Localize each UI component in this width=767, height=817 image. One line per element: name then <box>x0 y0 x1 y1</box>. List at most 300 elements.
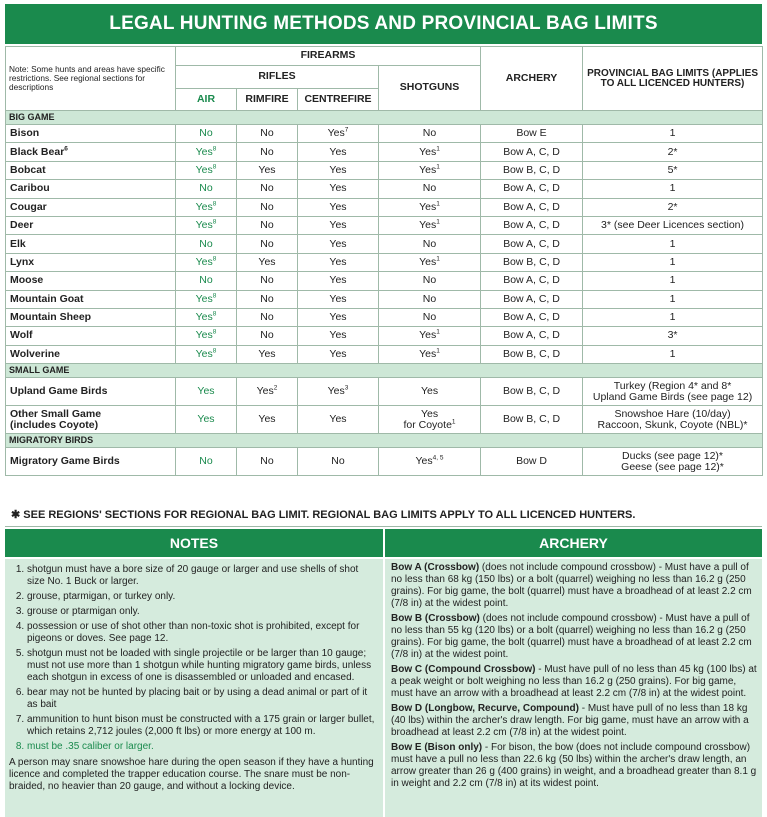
rimfire-cell <box>237 272 298 290</box>
species-name <box>6 253 176 271</box>
archery-cell-text: Bow A, C, D <box>503 274 560 287</box>
centrefire-cell-footnote: 7 <box>344 126 349 134</box>
table-row <box>6 290 763 308</box>
air-cell-footnote: 8 <box>212 255 217 263</box>
species-name <box>6 308 176 326</box>
header-centrefire: CENTREFIRE <box>298 89 379 111</box>
species-name <box>6 448 176 476</box>
air-cell-text: Yes <box>195 347 213 360</box>
species-name-text: Black Bear <box>10 145 65 158</box>
rimfire-cell <box>237 198 298 216</box>
archery-cell-text: Bow B, C, D <box>502 163 561 176</box>
notes-list <box>9 564 375 753</box>
centrefire-cell-text: Yes <box>329 145 347 158</box>
centrefire-cell <box>298 216 379 234</box>
shotgun-cell <box>379 272 481 290</box>
header-air: AIR <box>176 89 237 111</box>
bag-limit-cell-text: 2* <box>667 145 678 158</box>
species-name <box>6 161 176 179</box>
centrefire-cell-text: Yes <box>329 413 347 426</box>
archery-item-label: Bow B (Crossbow) <box>391 613 480 624</box>
archery-cell <box>481 198 583 216</box>
rimfire-cell <box>237 327 298 345</box>
centrefire-cell-footnote: 3 <box>344 384 349 392</box>
air-cell <box>176 143 237 161</box>
archery-item-text: - Must have pull of no less than 45 kg (100 lbs) at a peak weight or bolt weighing no less than 16.2 g (250 grains). For big game, must have an arrow with a broadhead at least 2.2 cm (7/8 in) at the widest point. <box>391 664 757 699</box>
bag-limit-cell <box>583 198 763 216</box>
rimfire-cell-text: No <box>260 311 274 324</box>
species-name-text: Cougar <box>10 200 47 213</box>
bag-limit-cell-line1: Ducks (see page 12)* <box>622 449 724 462</box>
species-name-text: Bison <box>10 127 40 140</box>
archery-cell <box>481 216 583 234</box>
shotgun-cell <box>379 216 481 234</box>
archery-item-label: Bow A (Crossbow) <box>391 562 480 573</box>
rimfire-cell <box>237 345 298 363</box>
rimfire-cell-text: Yes <box>256 385 274 398</box>
air-cell <box>176 180 237 198</box>
species-name-text: Deer <box>10 219 34 232</box>
shotgun-cell-text: No <box>422 292 437 305</box>
shotgun-cell-text: Yes <box>419 255 437 268</box>
bag-limit-cell-line1: Snowshoe Hare (10/day) <box>614 407 731 420</box>
table-row <box>6 406 763 434</box>
rimfire-cell-text: No <box>260 455 274 468</box>
air-cell-text: Yes <box>197 385 215 398</box>
shotgun-cell <box>379 378 481 406</box>
archery-cell-text: Bow B, C, D <box>502 347 561 360</box>
archery-cell <box>481 327 583 345</box>
bag-limit-cell <box>583 406 763 434</box>
rimfire-cell <box>237 290 298 308</box>
header-rifles: RIFLES <box>176 66 379 89</box>
shotgun-cell <box>379 290 481 308</box>
shotgun-cell-line1: Yes <box>420 407 439 420</box>
rimfire-cell-text: No <box>260 292 274 305</box>
air-cell <box>176 448 237 476</box>
air-cell <box>176 345 237 363</box>
air-cell <box>176 290 237 308</box>
species-name <box>6 327 176 345</box>
species-name-text: Caribou <box>10 182 50 195</box>
bag-limit-cell-text: 5* <box>667 163 678 176</box>
species-name-text: Mountain Sheep <box>10 311 92 324</box>
archery-cell <box>481 378 583 406</box>
species-name <box>6 345 176 363</box>
centrefire-cell <box>298 253 379 271</box>
air-cell-text: Yes <box>195 200 213 213</box>
table-row <box>6 180 763 198</box>
archery-cell-text: Bow A, C, D <box>503 292 560 305</box>
bag-limit-cell <box>583 180 763 198</box>
air-cell-text: No <box>199 182 213 195</box>
air-cell-footnote: 8 <box>212 310 217 318</box>
bag-limit-cell-line1: Turkey (Region 4* and 8* <box>613 379 732 392</box>
section-big-game-label: BIG GAME <box>6 111 763 125</box>
header-archery: ARCHERY <box>481 47 583 111</box>
centrefire-cell <box>298 125 379 143</box>
bag-limit-cell <box>583 161 763 179</box>
bag-limit-cell-text: 1 <box>669 311 676 324</box>
archery-item-text: - For bison, the bow (does not include compound crossbow) must have a pull no less than 22.6 kg (50 lbs) within the archer's draw length, an arrow greater than 26 g (400 grains) in weight, and a broadhead greater than 8.1 g in weight and 2.2 cm (7/8 in) at its widest point. <box>391 742 757 789</box>
section-small-game <box>6 364 763 378</box>
bag-limit-cell-line2: Raccoon, Skunk, Coyote (NBL)* <box>597 418 748 431</box>
note-item: 2. grouse, ptarmigan, or turkey only. <box>27 591 375 603</box>
shotgun-cell-footnote: 4, 5 <box>432 454 444 462</box>
species-name <box>6 180 176 198</box>
centrefire-cell-text: Yes <box>329 237 347 250</box>
air-cell <box>176 406 237 434</box>
air-cell-text: Yes <box>195 219 213 232</box>
table-row <box>6 448 763 476</box>
archery-item-text: - Must have pull of no less than 18 kg (40 lbs) within the archer's draw length. For big game, must have an arrow with a broadhead at least 2.2 cm (7/8 in) at the widest point. <box>391 703 749 738</box>
centrefire-cell-text: Yes <box>329 292 347 305</box>
archery-cell <box>481 345 583 363</box>
archery-cell-text: Bow A, C, D <box>503 237 560 250</box>
bag-limit-cell-text: 1 <box>669 127 676 140</box>
centrefire-cell-text: Yes <box>329 163 347 176</box>
archery-cell-text: Bow A, C, D <box>503 311 560 324</box>
centrefire-cell-text: Yes <box>329 274 347 287</box>
air-cell <box>176 272 237 290</box>
centrefire-cell-text: No <box>331 455 345 468</box>
air-cell-footnote: 8 <box>212 292 217 300</box>
table-row <box>6 308 763 326</box>
archery-cell <box>481 143 583 161</box>
archery-item-label: Bow D (Longbow, Recurve, Compound) <box>391 703 579 714</box>
section-migratory-birds <box>6 434 763 448</box>
table-row <box>6 161 763 179</box>
shotgun-cell <box>379 345 481 363</box>
note-item: 1. shotgun must have a bore size of 20 gauge or larger and use shells of shot size No. 1 Buck or larger. <box>27 564 375 588</box>
table-row <box>6 378 763 406</box>
shotgun-cell <box>379 308 481 326</box>
archery-cell-text: Bow B, C, D <box>502 413 561 426</box>
rimfire-cell-text: Yes <box>258 255 276 268</box>
centrefire-cell-text: Yes <box>327 385 345 398</box>
header-rimfire: RIMFIRE <box>237 89 298 111</box>
rimfire-cell <box>237 161 298 179</box>
centrefire-cell <box>298 272 379 290</box>
bag-limit-cell <box>583 448 763 476</box>
shotgun-cell-text: Yes <box>420 385 439 398</box>
note-item: 5. shotgun must not be loaded with single projectile or be larger than 10 gauge; must not use more than 1 shotgun while hunting migratory game birds, unless each shotgun in excess of one is disassembled or unloaded and encased. <box>27 648 375 684</box>
table-row <box>6 345 763 363</box>
shotgun-cell-line2: for Coyote <box>403 418 452 431</box>
archery-cell <box>481 125 583 143</box>
air-cell-footnote: 8 <box>212 145 217 153</box>
species-name-text: Mountain Goat <box>10 292 84 305</box>
bag-limit-cell-text: 1 <box>669 237 676 250</box>
air-cell <box>176 216 237 234</box>
shotgun-cell-footnote: 1 <box>436 145 440 153</box>
species-name-text: Lynx <box>10 255 35 268</box>
shotgun-cell-text: Yes <box>419 347 437 360</box>
air-cell <box>176 378 237 406</box>
species-name-footnote: 6 <box>64 145 68 153</box>
shotgun-cell <box>379 235 481 253</box>
bag-limit-cell <box>583 378 763 406</box>
shotgun-cell <box>379 406 481 434</box>
rimfire-cell <box>237 253 298 271</box>
shotgun-cell-footnote: 1 <box>436 347 440 355</box>
rimfire-cell <box>237 125 298 143</box>
bag-limit-cell <box>583 143 763 161</box>
archery-cell <box>481 448 583 476</box>
species-name <box>6 143 176 161</box>
centrefire-cell-text: Yes <box>329 200 347 213</box>
note-item: 7. ammunition to hunt bison must be constructed with a 175 grain or larger bullet, which retains 2,712 joules (2,000 ft lbs) or more energy at 100 m. <box>27 714 375 738</box>
rimfire-cell <box>237 406 298 434</box>
air-cell-text: Yes <box>195 292 213 305</box>
rimfire-cell-text: Yes <box>258 413 276 426</box>
shotgun-cell-footnote: 1 <box>451 418 456 426</box>
bag-limit-cell <box>583 345 763 363</box>
rimfire-cell-text: No <box>260 274 274 287</box>
air-cell-text: Yes <box>195 255 213 268</box>
air-cell <box>176 327 237 345</box>
shotgun-cell <box>379 161 481 179</box>
table-row <box>6 253 763 271</box>
archery-cell-text: Bow A, C, D <box>503 145 560 158</box>
archery-cell-text: Bow B, C, D <box>502 385 561 398</box>
archery-item <box>391 664 758 700</box>
air-cell <box>176 235 237 253</box>
species-name <box>6 235 176 253</box>
archery-cell-text: Bow A, C, D <box>503 200 560 213</box>
centrefire-cell <box>298 235 379 253</box>
shotgun-cell-text: No <box>422 182 437 195</box>
note-item: 4. possession or use of shot other than non-toxic shot is prohibited, except for pigeons or doves. See page 12. <box>27 621 375 645</box>
species-name-text: Upland Game Birds <box>10 385 108 398</box>
species-name-line2: (includes Coyote) <box>10 418 99 431</box>
rimfire-cell <box>237 448 298 476</box>
air-cell-text: Yes <box>195 311 213 324</box>
table-row <box>6 235 763 253</box>
section-migratory-birds-label: MIGRATORY BIRDS <box>6 434 763 448</box>
table-row <box>6 143 763 161</box>
archery-item-text: (does not include compound crossbow) - Must have a pull of no less than 68 kg (150 lbs) or a bolt (quarrel) weighing no less than 16.2 g (250 grains). For big game, the bolt (quarrel) must have a broadhead of at least 2.2 cm (7/8 in) at the widest point. <box>391 562 752 609</box>
air-cell-footnote: 8 <box>212 200 217 208</box>
archery-cell-text: Bow A, C, D <box>503 219 560 232</box>
archery-cell <box>481 235 583 253</box>
note-item: 3. grouse or ptarmigan only. <box>27 606 375 618</box>
centrefire-cell-text: Yes <box>329 347 347 360</box>
rimfire-cell-text: No <box>260 237 274 250</box>
species-name <box>6 272 176 290</box>
archery-item <box>391 613 758 661</box>
rimfire-cell-text: No <box>260 329 274 342</box>
centrefire-cell-text: Yes <box>329 311 347 324</box>
centrefire-cell-text: Yes <box>329 329 347 342</box>
archery-item <box>391 703 758 739</box>
centrefire-cell <box>298 345 379 363</box>
centrefire-cell-text: Yes <box>329 219 347 232</box>
bag-limit-cell-text: 1 <box>669 292 676 305</box>
bag-limit-cell <box>583 290 763 308</box>
species-name-text: Wolf <box>10 329 33 342</box>
table-row <box>6 125 763 143</box>
bag-limit-cell-text: 2* <box>667 200 678 213</box>
shotgun-cell-footnote: 1 <box>436 163 440 171</box>
centrefire-cell <box>298 198 379 216</box>
shotgun-cell <box>379 448 481 476</box>
shotgun-cell-text: Yes <box>419 329 437 342</box>
species-name <box>6 406 176 434</box>
section-big-game <box>6 111 763 125</box>
rimfire-cell <box>237 235 298 253</box>
air-cell-footnote: 8 <box>212 163 217 171</box>
air-cell <box>176 198 237 216</box>
shotgun-cell-text: Yes <box>415 455 433 468</box>
air-cell-footnote: 8 <box>212 328 217 336</box>
species-name-line1: Other Small Game <box>10 407 102 420</box>
centrefire-cell <box>298 180 379 198</box>
rimfire-cell <box>237 143 298 161</box>
shotgun-cell <box>379 180 481 198</box>
archery-item <box>391 742 758 790</box>
air-cell-text: No <box>199 455 213 468</box>
shotgun-cell-text: Yes <box>419 200 437 213</box>
archery-heading: ARCHERY <box>385 529 762 557</box>
archery-cell <box>481 180 583 198</box>
shotgun-cell-text: No <box>422 127 437 140</box>
bag-limit-cell <box>583 125 763 143</box>
archery-panel <box>385 559 762 817</box>
rimfire-cell-text: No <box>260 200 274 213</box>
shotgun-cell-text: Yes <box>419 219 437 232</box>
air-cell <box>176 253 237 271</box>
header-row-1 <box>6 47 763 66</box>
air-cell-text: Yes <box>197 413 215 426</box>
archery-item-label: Bow E (Bison only) <box>391 742 483 753</box>
rimfire-cell-text: No <box>260 145 274 158</box>
species-name <box>6 125 176 143</box>
bag-limit-cell <box>583 235 763 253</box>
rimfire-cell <box>237 378 298 406</box>
air-cell-text: No <box>199 237 213 250</box>
rimfire-cell-text: No <box>260 127 274 140</box>
archery-cell <box>481 308 583 326</box>
air-cell-text: Yes <box>195 329 213 342</box>
section-small-game-label: SMALL GAME <box>6 364 763 378</box>
centrefire-cell <box>298 161 379 179</box>
shotgun-cell-footnote: 1 <box>436 200 440 208</box>
hunting-methods-table <box>5 46 763 476</box>
centrefire-cell <box>298 327 379 345</box>
air-cell <box>176 161 237 179</box>
bag-limit-cell-text: 1 <box>669 255 676 268</box>
bag-limit-cell <box>583 272 763 290</box>
table-row <box>6 327 763 345</box>
snare-paragraph: A person may snare snowshoe hare during the open season if they have a hunting licence and completed the trapper education course. The snare must be non-braided, no heavier than 20 gauge, and without a locking device. <box>9 757 374 792</box>
archery-cell-text: Bow D <box>516 455 547 468</box>
header-firearms: FIREARMS <box>176 47 481 66</box>
shotgun-cell-footnote: 1 <box>436 328 440 336</box>
centrefire-cell <box>298 406 379 434</box>
centrefire-cell <box>298 378 379 406</box>
bag-limit-cell-text: 1 <box>669 347 676 360</box>
air-cell-text: No <box>199 127 213 140</box>
shotgun-cell <box>379 327 481 345</box>
table-row <box>6 272 763 290</box>
species-name-text: Moose <box>10 274 44 287</box>
air-cell-text: Yes <box>195 163 213 176</box>
archery-cell <box>481 253 583 271</box>
notes-panel <box>5 559 383 817</box>
bag-limit-cell-line2: Upland Game Birds (see page 12) <box>592 390 753 403</box>
table-row <box>6 198 763 216</box>
archery-cell-text: Bow E <box>516 127 547 140</box>
header-shotguns: SHOTGUNS <box>379 66 481 111</box>
species-name <box>6 198 176 216</box>
rimfire-cell-footnote: 2 <box>273 384 278 392</box>
shotgun-cell-text: No <box>422 311 437 324</box>
page-title: LEGAL HUNTING METHODS AND PROVINCIAL BAG LIMITS <box>5 4 762 44</box>
bag-limit-cell <box>583 253 763 271</box>
air-cell-text: Yes <box>195 145 213 158</box>
rimfire-cell-text: Yes <box>258 163 276 176</box>
shotgun-cell-footnote: 1 <box>436 218 440 226</box>
air-cell <box>176 308 237 326</box>
species-name-text: Bobcat <box>10 163 46 176</box>
bag-limit-cell <box>583 308 763 326</box>
centrefire-cell <box>298 143 379 161</box>
centrefire-cell <box>298 290 379 308</box>
notes-heading: NOTES <box>5 529 383 557</box>
bag-limit-cell <box>583 216 763 234</box>
bag-limit-cell-text: 1 <box>669 274 676 287</box>
air-cell-text: No <box>199 274 213 287</box>
archery-item <box>391 562 758 610</box>
archery-item-text: (does not include compound crossbow) - Must have a pull of no less than 55 kg (120 lbs) or a bolt (quarrel) weighing no less than 16.2 g (250 grains). For big game, the bolt (quarrel) must have a broadhead of at least 2.2 cm (7/8 in) at the widest point. <box>391 613 752 660</box>
shotgun-cell-text: No <box>422 274 437 287</box>
species-name <box>6 216 176 234</box>
bag-limit-cell-text: 1 <box>669 182 676 195</box>
table-row <box>6 216 763 234</box>
species-name-text: Wolverine <box>10 347 60 360</box>
shotgun-cell-text: Yes <box>419 145 437 158</box>
archery-cell-text: Bow B, C, D <box>502 255 561 268</box>
shotgun-cell <box>379 253 481 271</box>
archery-item-label: Bow C (Compound Crossbow) <box>391 664 536 675</box>
centrefire-cell-text: Yes <box>327 127 345 140</box>
regional-bag-limit-note: ✱ SEE REGIONS' SECTIONS FOR REGIONAL BAG LIMIT. REGIONAL BAG LIMITS APPLY TO ALL LICENCED HUNTERS. <box>5 503 762 527</box>
rimfire-cell-text: Yes <box>258 347 276 360</box>
rimfire-cell <box>237 216 298 234</box>
shotgun-cell-text: No <box>422 237 437 250</box>
shotgun-cell <box>379 143 481 161</box>
archery-cell-text: Bow A, C, D <box>503 182 560 195</box>
archery-cell <box>481 406 583 434</box>
shotgun-cell-text: Yes <box>419 163 437 176</box>
species-name-text: Migratory Game Birds <box>10 455 120 468</box>
rimfire-cell <box>237 308 298 326</box>
archery-cell <box>481 290 583 308</box>
archery-cell <box>481 272 583 290</box>
shotgun-cell <box>379 198 481 216</box>
species-name-text: Elk <box>10 237 26 250</box>
archery-cell <box>481 161 583 179</box>
centrefire-cell-text: Yes <box>329 255 347 268</box>
note-item: 8. must be .35 caliber or larger. <box>27 741 375 753</box>
air-cell-footnote: 8 <box>212 347 217 355</box>
rimfire-cell-text: No <box>260 182 274 195</box>
header-note: Note: Some hunts and areas have specific restrictions. See regional sections for descriptions <box>6 47 176 111</box>
bag-limit-cell-text: 3* (see Deer Licences section) <box>601 219 745 232</box>
archery-cell-text: Bow A, C, D <box>503 329 560 342</box>
rimfire-cell-text: No <box>260 219 274 232</box>
